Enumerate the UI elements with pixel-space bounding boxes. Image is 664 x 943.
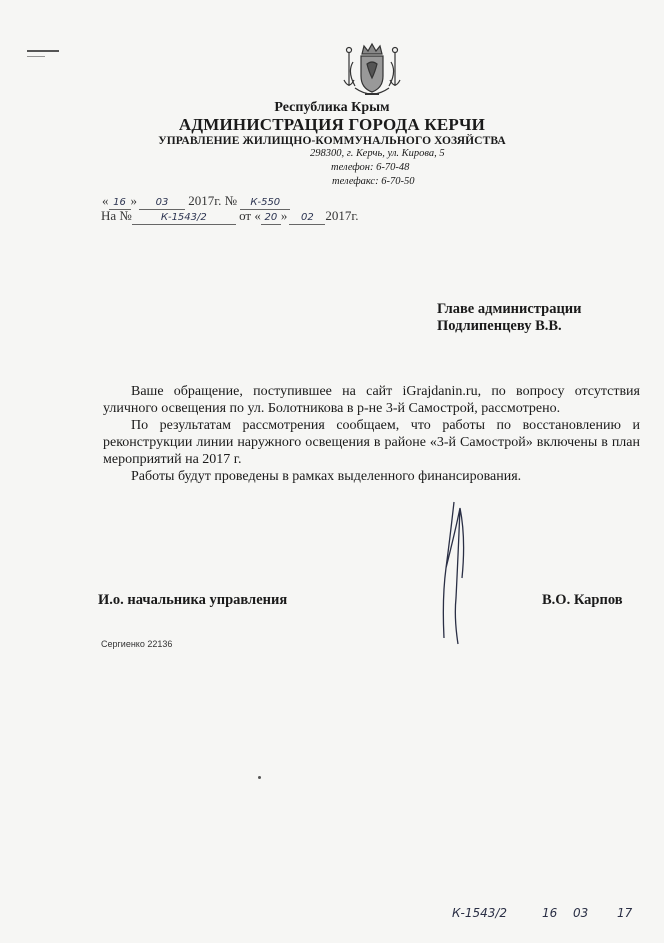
incoming-year-label: 2017г.: [325, 208, 359, 223]
outgoing-month: 03: [139, 197, 185, 210]
outgoing-day: 16: [109, 197, 131, 210]
signatory-title: И.о. начальника управления: [98, 592, 288, 608]
registration-number: К-1543/2: [452, 906, 508, 920]
handwritten-signature: [432, 498, 480, 646]
outgoing-number: К-550: [240, 197, 290, 210]
body-paragraph-1: Ваше обращение, поступившее на сайт iGrajdanin.ru, по вопросу отсутствия уличного освещения по ул. Болотникова в р-не 3-й Самострой, рассмотрено.: [103, 384, 640, 416]
addressee-line-2: Подлипенцеву В.В.: [437, 318, 562, 334]
coat-of-arms-emblem: [341, 42, 403, 98]
administration-name: АДМИНИСТРАЦИЯ ГОРОДА КЕРЧИ: [178, 115, 486, 134]
incoming-day: 20: [261, 212, 281, 225]
outgoing-reference: « 16 » 03 2017г. № К-550: [102, 193, 290, 210]
phone-line: телефон: 6-70-48: [331, 162, 410, 173]
incoming-month: 02: [289, 212, 325, 225]
registration-month: 03: [573, 906, 589, 920]
registration-year: 17: [617, 906, 633, 920]
incoming-number: К-1543/2: [132, 212, 236, 225]
scan-mark: [27, 50, 59, 52]
incoming-from: от «: [239, 208, 261, 223]
registration-day: 16: [542, 906, 558, 920]
scan-mark: [27, 56, 45, 57]
region-name: Республика Крым: [274, 100, 390, 115]
letter-body: [103, 383, 640, 485]
department-name: УПРАВЛЕНИЕ ЖИЛИЩНО-КОММУНАЛЬНОГО ХОЗЯЙСТВА: [158, 135, 506, 147]
fax-line: телефакс: 6-70-50: [332, 176, 415, 187]
incoming-prefix: На №: [101, 208, 132, 223]
body-paragraph-3: Работы будут проведены в рамках выделенного финансирования.: [131, 469, 522, 484]
scan-mark: [258, 776, 261, 779]
incoming-reference: На № К-1543/2 от « 20 » 02 2017г.: [101, 208, 359, 223]
executor-note: Сергиенко 22136: [101, 639, 173, 649]
outgoing-year-label: 2017г. №: [188, 193, 238, 208]
body-paragraph-2: По результатам рассмотрения сообщаем, что работы по восстановлению и реконструкции линии наружного освещения в районе «3-й Самострой» включены в план мероприятий на 2017 г.: [103, 418, 640, 467]
address-line: 298300, г. Керчь, ул. Кирова, 5: [310, 148, 445, 159]
signatory-name: В.О. Карпов: [542, 592, 623, 608]
addressee-line-1: Главе администрации: [437, 301, 582, 317]
